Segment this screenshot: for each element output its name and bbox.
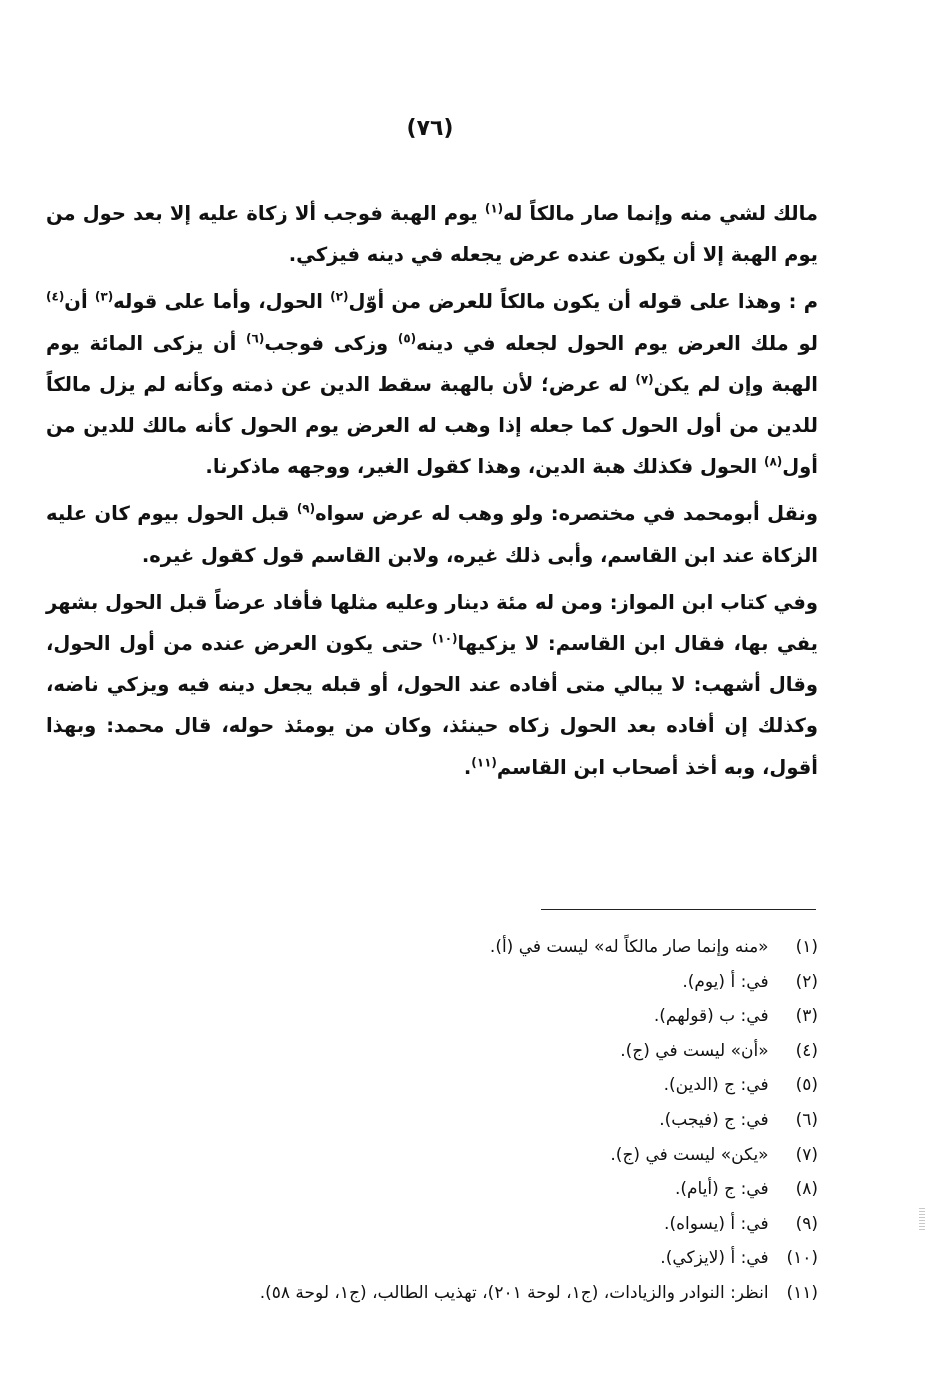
footnote <box>98 1138 818 1173</box>
footnote <box>98 1103 818 1138</box>
paragraph <box>46 281 818 487</box>
footnote <box>98 1172 818 1207</box>
footnote-text: في: أ (يسواه). <box>664 1213 769 1234</box>
footnote-reference: (٧) <box>635 372 654 387</box>
paragraph-text: أن يزكى المائة يوم الهبة وإن لم يكن <box>46 331 818 396</box>
footnote <box>98 930 818 965</box>
paragraph-text: يوم الهبة فوجب ألا زكاة عليه إلا بعد حول من يوم الهبة إلا أن يكون عنده عرض يجعله في دينه فيزكي. <box>46 202 818 267</box>
footnote <box>98 965 818 1000</box>
paragraph-text: الحول، وأما على قوله <box>113 290 331 314</box>
footnote-text: انظر: النوادر والزيادات، (ج١، لوحة ٢٠١)، تهذيب الطالب، (ج١، لوحة ٥٨). <box>259 1282 769 1303</box>
footnote-text: في: ج (فيجب). <box>659 1109 769 1130</box>
footnote <box>98 999 818 1034</box>
footnote-number: (٩) <box>795 1213 818 1234</box>
paragraph <box>46 193 818 275</box>
paragraph-text: أن <box>64 290 95 314</box>
footnote-reference: (٩) <box>296 501 316 516</box>
footnote-number: (٤) <box>795 1040 818 1061</box>
paragraph-text: وزكى فوجب <box>264 331 398 355</box>
footnote-number: (١١) <box>786 1282 818 1303</box>
footnote <box>98 1276 818 1311</box>
page-number: (٧٦) <box>406 116 454 141</box>
footnote-number: (٣) <box>795 1006 818 1027</box>
footnote-reference: (٨) <box>763 454 783 469</box>
footnote-text: في: ج (أيام). <box>674 1179 769 1200</box>
footnotes-list <box>98 930 818 1311</box>
footnote-reference: (٦) <box>246 331 265 346</box>
footnote-number: (٦) <box>795 1109 818 1130</box>
footnote-text: في: أ (يوم). <box>682 971 769 992</box>
footnote-separator <box>541 909 816 910</box>
paragraph-text: ونقل أبومحمد في مختصره: ولو وهب له عرض سواه <box>315 502 818 526</box>
footnote <box>98 1207 818 1242</box>
footnote-text: في: أ (لايزكي). <box>660 1248 769 1269</box>
footnote-number: (١٠) <box>786 1248 818 1269</box>
footnote-number: (٢) <box>795 971 818 992</box>
footnote-number: (١) <box>795 937 818 957</box>
footnote-text: في: ج (الدين). <box>663 1075 769 1096</box>
footnote-text: «يكن» ليست في (ج). <box>610 1144 769 1165</box>
footnote <box>98 1068 818 1103</box>
paragraph-text: الحول فكذلك هبة الدين، وهذا كقول الغير، ووجهه ماذكرنا. <box>205 455 764 479</box>
paragraph-text: حتى يكون العرض عنده من أول الحول، وقال أشهب: لا يبالي متى أفاده عند الحول، أو قبله يجعل دينه فيه ويزكي ناضه، وكذلك إن أفاده بعد الحول زكاه حينئذ، وكان من يومئذ حوله، قال محمد: وبهذا أقول، وبه أخذ أصحاب ابن القاسم <box>46 632 818 779</box>
main-text <box>46 193 818 794</box>
footnote-text: «أن» ليست في (ج). <box>620 1040 769 1061</box>
paragraph <box>46 582 818 788</box>
footnote-reference: (٤) <box>46 289 65 304</box>
paragraph-text: م : وهذا على قوله أن يكون مالكاً للعرض من أوّل <box>348 290 818 314</box>
footnote-reference: (٥) <box>397 331 417 346</box>
paragraph-text: . <box>463 755 472 779</box>
paragraph <box>46 493 818 575</box>
scan-speckle <box>919 1208 925 1232</box>
footnote-text: في: ب (قولهم). <box>653 1006 769 1027</box>
footnote <box>98 1241 818 1276</box>
paragraph-text: وفي كتاب ابن المواز: ومن له مئة دينار وعليه مثلها فأفاد عرضاً قبل الحول بشهر يفي بها، فقال ابن القاسم: لا يزكيها <box>46 590 818 656</box>
footnote-reference: (١٠) <box>431 631 458 646</box>
footnote-text: «منه وإنما صار مالكاً له» ليست في (أ). <box>489 937 769 957</box>
footnote-reference: (٣) <box>94 289 114 304</box>
footnote-number: (٧) <box>795 1144 818 1165</box>
paragraph-text: لو ملك العرض يوم الحول لجعله في دينه <box>416 331 818 355</box>
paragraph-text: قبل الحول بيوم كان عليه الزكاة عند ابن القاسم، وأبى ذلك غيره، ولابن القاسم قول كقول غيره. <box>46 502 818 567</box>
footnote-number: (٥) <box>795 1075 818 1096</box>
footnote-number: (٨) <box>795 1179 818 1200</box>
paragraph-text: له عرض؛ لأن بالهبة سقط الدين عن ذمته وكأنه لم يزل مالكاً للدين من أول الحول كما جعله إذا وهب له العرض يوم الحول كأنه مالك للدين من أول <box>46 372 818 479</box>
footnote-reference: (١) <box>484 201 504 216</box>
footnote-reference: (١١) <box>471 755 497 770</box>
paragraph-text: مالك لشي منه وإنما صار مالكاً له <box>503 202 818 225</box>
footnote <box>98 1034 818 1069</box>
footnote-reference: (٢) <box>330 289 349 304</box>
